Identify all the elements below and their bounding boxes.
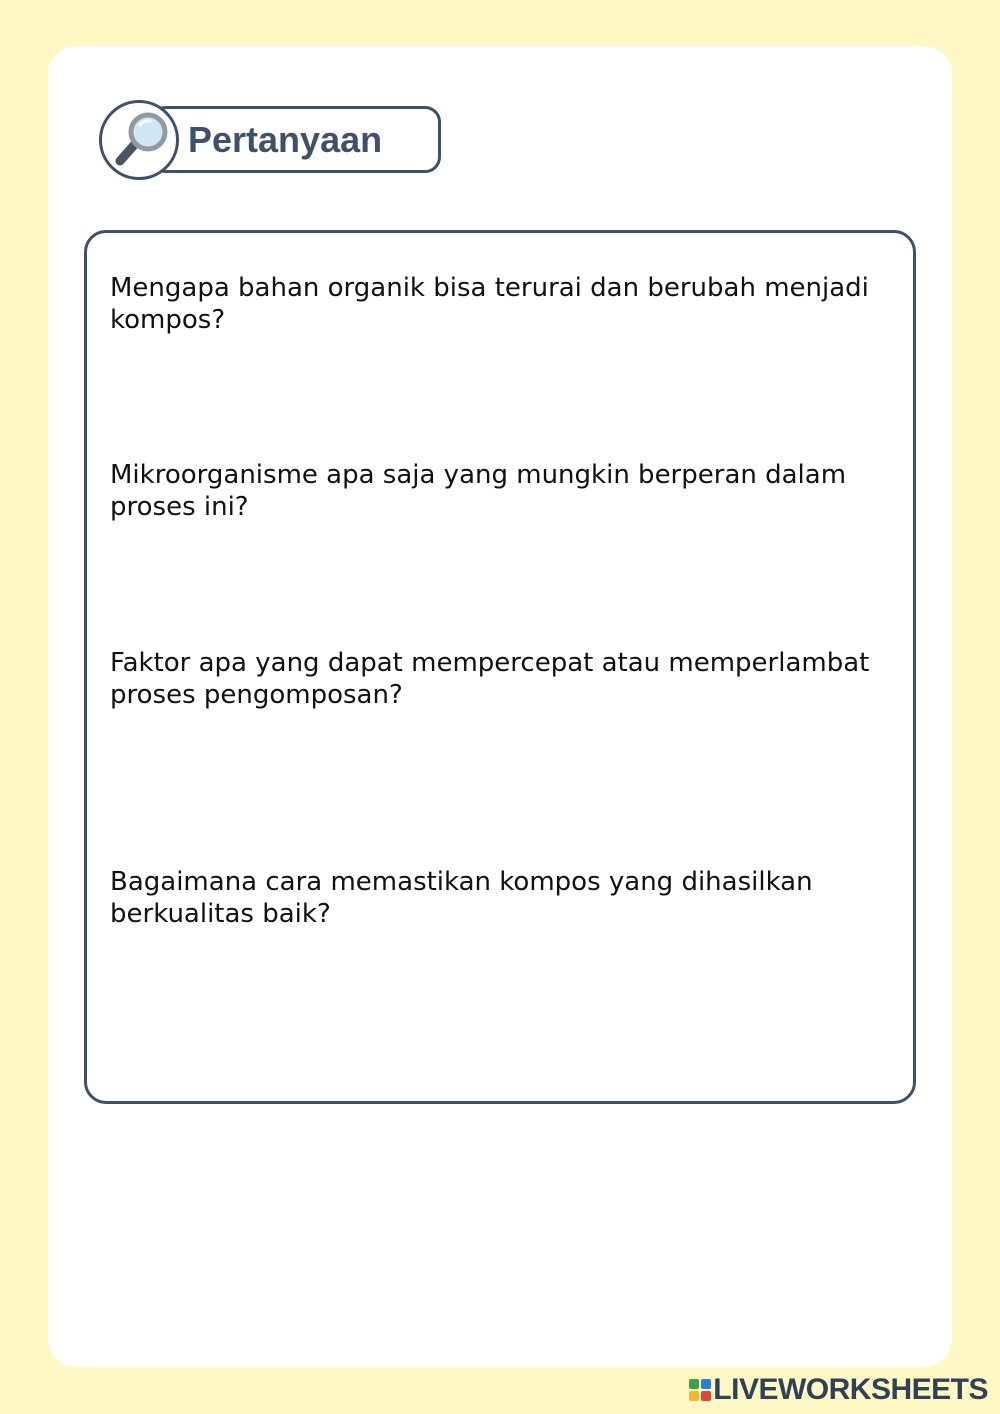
question-1: Mengapa bahan organik bisa terurai dan berubah menjadi kompos? [110,273,869,335]
question-4: Bagaimana cara memastikan kompos yang dihasilkan berkualitas baik? [110,867,813,929]
question-3: Faktor apa yang dapat mempercepat atau memperlambat proses pengomposan? [110,648,870,710]
question-2: Mikroorganisme apa saja yang mungkin berperan dalam proses ini? [110,460,847,522]
brand-text: LIVEWORKSHEETS [713,1373,988,1406]
magnifier-icon [102,103,176,177]
liveworksheets-brand[interactable] [689,1372,988,1408]
page-title: Pertanyaan [188,119,383,160]
title-icon-badge [99,100,179,180]
liveworksheets-logo-icon [689,1379,711,1401]
